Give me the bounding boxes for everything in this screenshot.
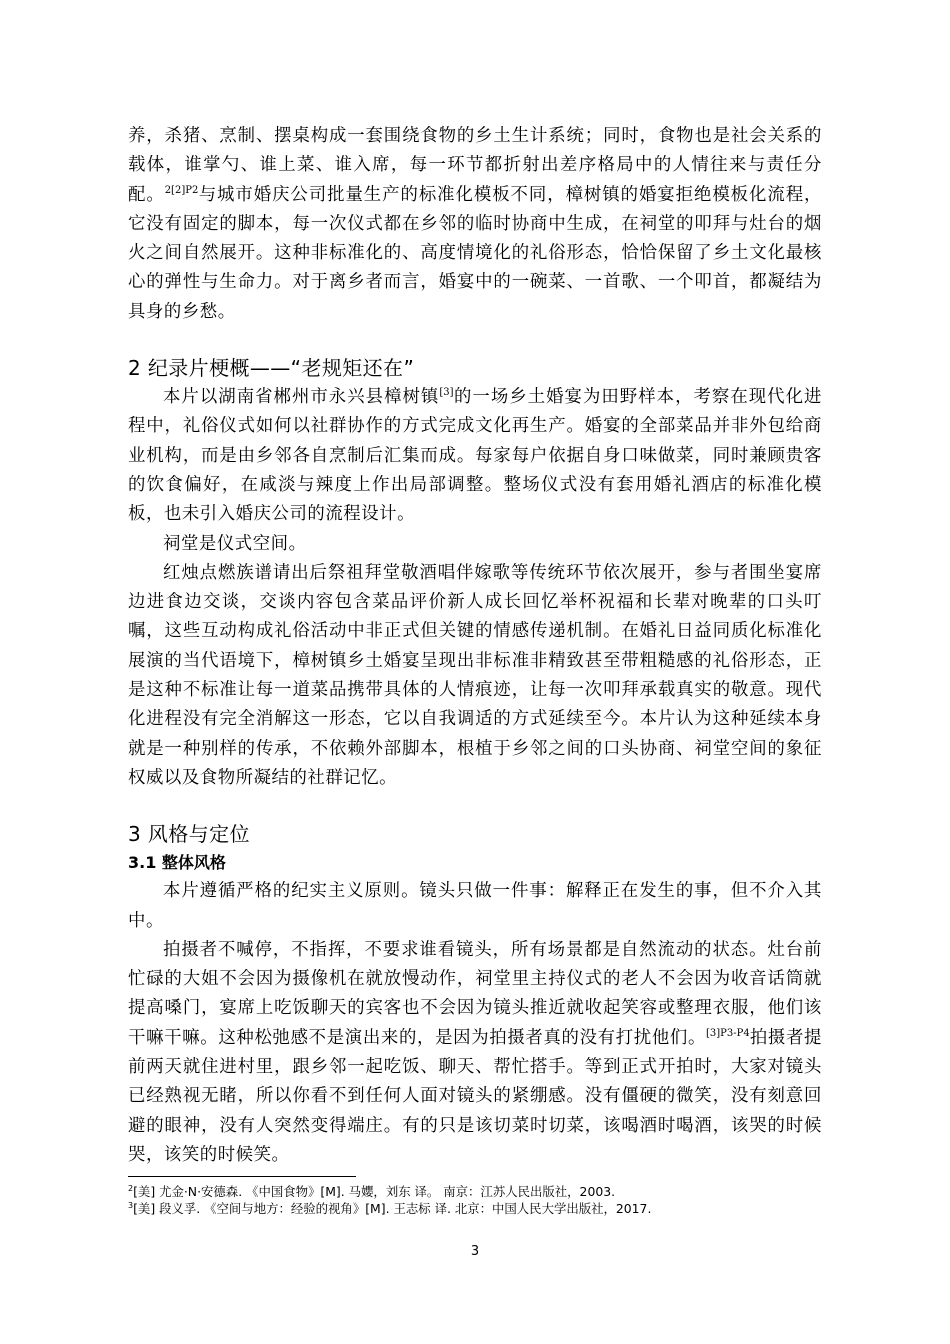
- citation-marker: [3]P3-P4: [706, 1027, 750, 1039]
- text-run: 与城市婚庆公司批量生产的标准化模板不同，樟树镇的婚宴拒绝模板化流程，它没有固定的脚本，每一次仪式都在乡邻的临时协商中生成，在祠堂的叩拜与灶台的烟火之间自然展开。这种非标准化的、高度情境化的礼俗形态，恰恰保留了乡土文化最核心的弹性与生命力。对于离乡者而言，婚宴中的一碗菜、一首歌、一个叩首，都凝结为具身的乡愁。: [128, 184, 822, 322]
- intro-paragraph: [128, 122, 822, 327]
- body-text: [128, 122, 822, 1170]
- citation-marker: 2[2]P2: [164, 184, 199, 196]
- section-3-paragraph-2: [128, 936, 822, 1170]
- citation-marker: [3]: [439, 387, 454, 399]
- section-2-paragraph-1: [128, 383, 822, 529]
- footnote-marker: 2: [128, 1184, 134, 1193]
- section-2-paragraph-3: 红烛点燃族谱请出后祭祖拜堂敬酒唱伴嫁歌等传统环节依次展开，参与者围坐宴席边进食边交谈，交谈内容包含菜品评价新人成长回忆举杯祝福和长辈对晚辈的口头叮嘱，这些互动构成礼俗活动中非正式但关键的情感传递机制。在婚礼日益同质化标准化展演的当代语境下，樟树镇乡土婚宴呈现出非标准非精致甚至带粗糙感的礼俗形态，正是这种不标准让每一道菜品携带具体的人情痕迹，让每一次叩拜承载真实的敬意。现代化进程没有完全消解这一形态，它以自我调适的方式延续至今。本片认为这种延续本身就是一种别样的传承，不依赖外部脚本，根植于乡邻之间的口头协商、祠堂空间的象征权威以及食物所凝结的社群记忆。: [128, 562, 822, 788]
- footnote-marker: 3: [128, 1201, 134, 1210]
- subsection-3-1-heading: 3.1 整体风格: [128, 853, 226, 873]
- section-2-paragraph-2: 祠堂是仪式空间。: [163, 533, 307, 554]
- text-run: 本片以湖南省郴州市永兴县樟树镇: [163, 387, 440, 408]
- section-3-heading: 3 风格与定位: [128, 822, 250, 847]
- text-run: 拍摄者不喊停，不指挥，不要求谁看镜头，所有场景都是自然流动的状态。灶台前忙碌的大姐不会因为摄像机在就放慢动作，祠堂里主持仪式的老人不会因为收音话筒就提高嗓门，宴席上吃饭聊天的宾客也不会因为镜头推近就收起笑容或整理衣服，他们该干嘛干嘛。这种松弛感不是演出来的，是因为拍摄者真的没有打扰他们。: [128, 939, 822, 1048]
- footnote-3: [128, 1200, 822, 1217]
- footnote-2: [128, 1183, 822, 1200]
- section-gap: [128, 793, 822, 820]
- text-run: 养，杀猪、烹制、摆桌构成一套围绕食物的乡土生计系统；同时，食物也是社会关系的载体，谁掌勺、谁上菜、谁入席，每一环节都折射出差序格局中的人情往来与责任分配。: [128, 126, 822, 205]
- page-number: 3: [470, 1244, 480, 1259]
- footnote-text: [美] 段义孚. 《空间与地方：经验的视角》[M]. 王志标 译. 北京：中国人民大学出版社，2017.: [133, 1201, 652, 1216]
- footnote-divider: [128, 1176, 356, 1177]
- section-gap: [128, 327, 822, 354]
- section-3-paragraph-1: 本片遵循严格的纪实主义原则。镜头只做一件事：解释正在发生的事，但不介入其中。: [128, 881, 822, 931]
- text-run: 拍摄者提前两天就住进村里，跟乡邻一起吃饭、聊天、帮忙搭手。等到正式开拍时，大家对镜头已经熟视无睹，所以你看不到任何人面对镜头的紧绷感。没有僵硬的微笑，没有刻意回避的眼神，没有人突然变得端庄。有的只是该切菜时切菜，该喝酒时喝酒，该哭的时候哭，该笑的时候笑。: [128, 1027, 823, 1165]
- section-2-heading: 2 纪录片梗概——“老规矩还在”: [128, 356, 415, 381]
- text-run: 的一场乡土婚宴为田野样本，考察在现代化进程中，礼俗仪式如何以社群协作的方式完成文化再生产。婚宴的全部菜品并非外包给商业机构，而是由乡邻各自烹制后汇集而成。每家每户依据自身口味做菜，同时兼顾贵客的饮食偏好，在咸淡与辣度上作出局部调整。整场仪式没有套用婚礼酒店的标准化模板，也未引入婚庆公司的流程设计。: [128, 387, 822, 525]
- footnotes: [128, 1183, 822, 1217]
- footnote-text: [美] 尤金·N·安德森. 《中国食物》[M]. 马孆，刘东 译。 南京：江苏人民出版社，2003.: [133, 1184, 616, 1199]
